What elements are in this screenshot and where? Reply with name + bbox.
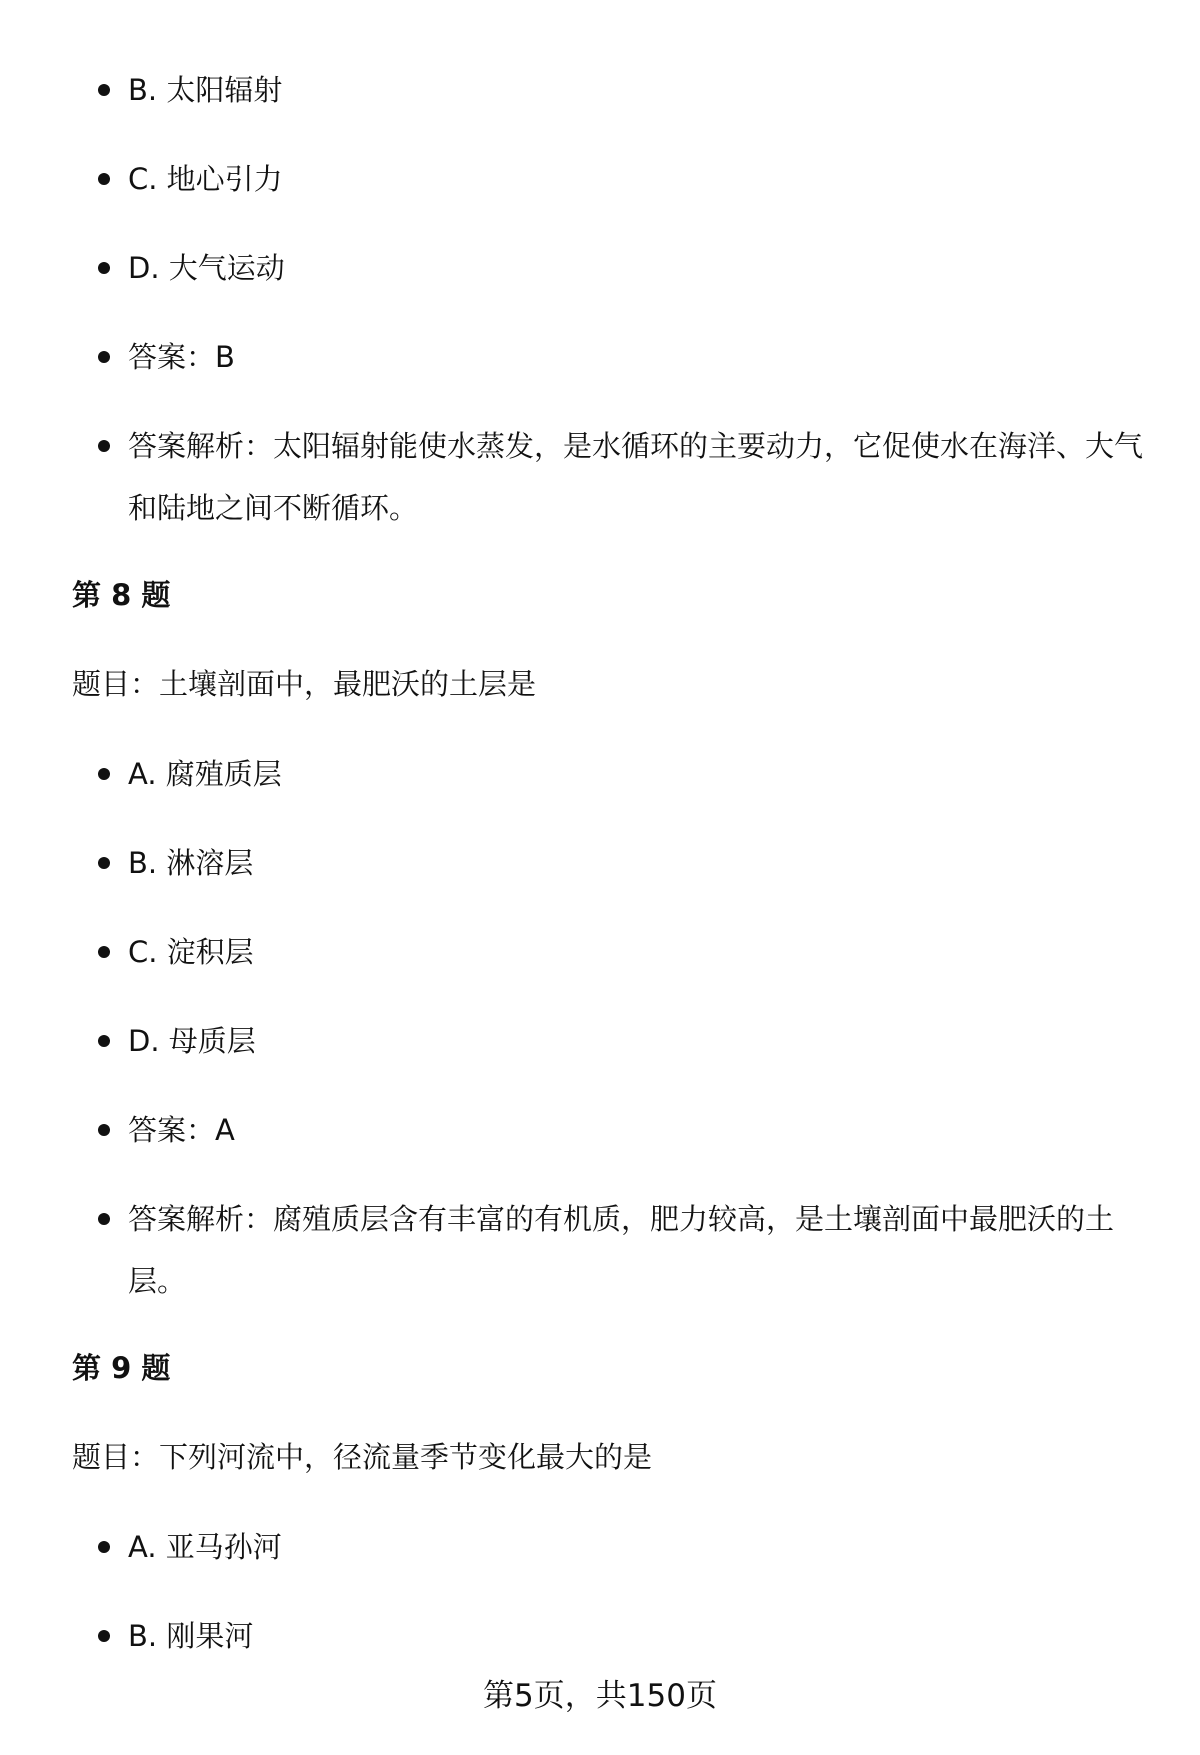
option-b: B. 淋溶层 — [128, 846, 254, 880]
list-bullet — [98, 1630, 110, 1642]
question-stem: 题目：土壤剖面中，最肥沃的土层是 — [72, 667, 537, 701]
option-b: B. 刚果河 — [128, 1619, 254, 1653]
list-bullet — [98, 1035, 110, 1047]
list-bullet — [98, 768, 110, 780]
list-bullet — [98, 857, 110, 869]
option-c: C. 地心引力 — [128, 162, 283, 196]
option-a: A. 腐殖质层 — [128, 757, 282, 791]
question-heading: 第 9 题 — [72, 1351, 171, 1385]
answer: 答案：A — [128, 1113, 235, 1147]
option-d: D. 大气运动 — [128, 251, 285, 285]
answer-analysis: 答案解析：太阳辐射能使水蒸发，是水循环的主要动力，它促使水在海洋、大气和陆地之间不断循环。 — [128, 429, 1144, 525]
list-bullet — [98, 262, 110, 274]
list-bullet — [98, 1213, 110, 1225]
answer: 答案：B — [128, 340, 235, 374]
option-d: D. 母质层 — [128, 1024, 256, 1058]
list-bullet — [98, 946, 110, 958]
list-bullet — [98, 1541, 110, 1553]
list-bullet — [98, 440, 110, 452]
list-bullet — [98, 351, 110, 363]
question-stem: 题目：下列河流中，径流量季节变化最大的是 — [72, 1440, 653, 1474]
list-bullet — [98, 84, 110, 96]
list-bullet — [98, 1124, 110, 1136]
option-c: C. 淀积层 — [128, 935, 254, 969]
option-a: A. 亚马孙河 — [128, 1530, 282, 1564]
page-number: 第5页，共150页 — [483, 1678, 717, 1714]
list-bullet — [98, 173, 110, 185]
question-heading: 第 8 题 — [72, 578, 171, 612]
option-b: B. 太阳辐射 — [128, 73, 283, 107]
answer-analysis: 答案解析：腐殖质层含有丰富的有机质，肥力较高，是土壤剖面中最肥沃的土层。 — [128, 1202, 1115, 1298]
